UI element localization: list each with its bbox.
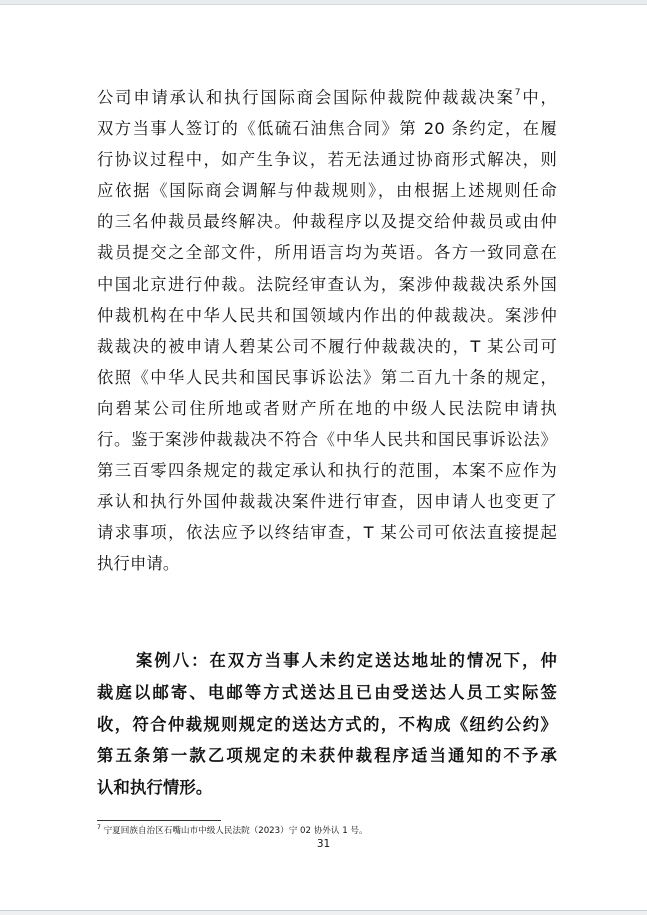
body-line: 第三百零四条规定的裁定承认和执行的范围，本案不应作为 (97, 461, 557, 481)
case-heading-line: 收，符合仲裁规则规定的送达方式的，不构成《纽约公约》 (97, 714, 557, 734)
body-line: 仲裁机构在中华人民共和国领域内作出的仲裁裁决。案涉仲 (97, 305, 557, 325)
case-heading-line: 认和执行情形。 (97, 778, 213, 798)
case-heading (97, 645, 557, 804)
page-number: 31 (316, 838, 331, 850)
body-line: 应依据《国际商会调解与仲裁规则》，由根据上述规则任命 (97, 181, 557, 201)
body-line: 请求事项，依法应予以终结审查，T 某公司可依法直接提起 (97, 523, 557, 543)
body-line: 行协议过程中，如产生争议，若无法通过协商形式解决，则 (97, 150, 557, 170)
body-line: 的三名仲裁员最终解决。仲裁程序以及提交给仲裁员或由仲 (97, 212, 557, 232)
body-line: 向碧某公司住所地或者财产所在地的中级人民法院申请执 (97, 398, 557, 418)
body-line: 依照《中华人民共和国民事诉讼法》第二百九十条的规定， (97, 367, 557, 387)
body-line: 承认和执行外国仲裁裁决案件进行审查，因申请人也变更了 (97, 492, 557, 512)
case-heading-line: 案例八：在双方当事人未约定送达地址的情况下，仲 (136, 651, 557, 670)
body-line: 行。鉴于案涉仲裁裁决不符合《中华人民共和国民事诉讼法》 (97, 430, 557, 450)
body-line: 执行申请。 (97, 554, 180, 574)
case-heading-line: 裁庭以邮寄、电邮等方式送达且已由受送达人员工实际签 (97, 682, 557, 702)
body-line: 中国北京进行仲裁。法院经审查认为，案涉仲裁裁决系外国 (97, 274, 557, 294)
footnote-reference: 7 (514, 88, 521, 98)
body-line: 裁员提交之全部文件，所用语言均为英语。各方一致同意在 (97, 243, 557, 263)
body-line: 双方当事人签订的《低硫石油焦合同》第 20 条约定，在履 (97, 119, 557, 139)
body-line: 裁裁决的被申请人碧某公司不履行仲裁裁决的，T 某公司可 (97, 336, 557, 356)
body-line: 公司申请承认和执行国际商会国际仲裁院仲裁裁决案$^7$中， (97, 88, 557, 107)
footnote (97, 825, 368, 837)
footnote-separator (97, 820, 221, 821)
footnote-marker: 7 (97, 824, 101, 831)
case-heading-line: 第五条第一款乙项规定的未获仲裁程序适当通知的不予承 (97, 746, 557, 766)
footnote-text: 宁夏回族自治区石嘴山市中级人民法院（2023）宁 02 协外认 1 号。 (103, 826, 368, 836)
body-paragraph (97, 82, 557, 580)
viewer-bottom-edge (0, 910, 647, 915)
viewer-top-edge (0, 0, 647, 5)
